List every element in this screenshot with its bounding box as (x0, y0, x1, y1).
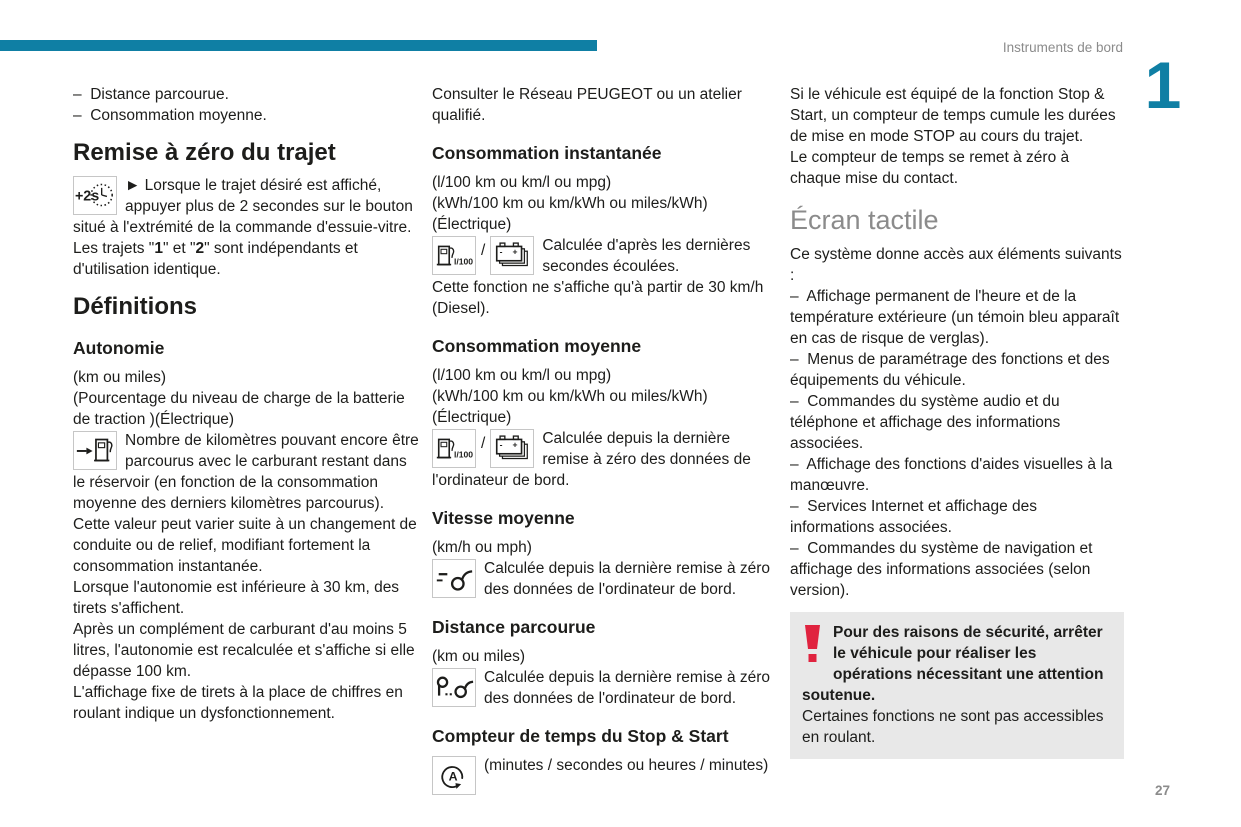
units-line: (Électrique) (432, 409, 512, 426)
svg-text:-: - (499, 246, 503, 257)
svg-text:l/100: l/100 (454, 256, 474, 267)
body-text (73, 238, 421, 280)
warning-box (790, 612, 1124, 759)
body-text: Lorsque l'autonomie est inférieure à 30 km, des tirets s'affichent. (73, 579, 400, 617)
body-text-span: (minutes / secondes ou heures / minutes) (484, 757, 769, 774)
units-line: (km ou miles) (432, 648, 526, 665)
body-text (432, 558, 778, 600)
subsection-title-instant-consumption: Consommation instantanée (432, 143, 662, 163)
body-text (432, 755, 778, 784)
bullet-item: – Affichage permanent de l'heure et de la température extérieure (un témoin bleu apparaît en cas de risque de verglas). (790, 288, 1120, 347)
distance-travelled-icon (432, 668, 476, 707)
bullet-item: – Menus de paramétrage des fonctions et des équipements du véhicule. (790, 351, 1110, 389)
text-segment: Les trajets " (73, 240, 155, 257)
battery-consumption-icon (490, 429, 534, 468)
fuel-consumption-icon (432, 236, 476, 275)
warning-exclamation-icon (804, 624, 821, 664)
body-text: Cette fonction ne s'affiche qu'à partir de 30 km/h (Diesel). (432, 279, 764, 317)
bullet-item: – Commandes du système de navigation et affichage des informations associées (selon version). (790, 540, 1093, 599)
body-text-span: Calculée depuis la dernière remise à zéro des données de l'ordinateur de bord. (484, 560, 771, 598)
slash-separator: / (481, 242, 486, 259)
units-line: (l/100 km ou km/l ou mpg) (432, 367, 612, 384)
chapter-number: 1 (1144, 48, 1182, 122)
subsection-title-average-speed: Vitesse moyenne (432, 508, 575, 528)
press-2-seconds-icon (73, 176, 117, 215)
trip-2-bold: 2 (195, 240, 205, 257)
svg-text:l/100: l/100 (454, 449, 474, 460)
body-text-span: Nombre de kilomètres pouvant encore être parcourus avec le carburant restant dans le réservoir (en fonction de la consommation moyenne des derniers kilomètres parcourus). (73, 432, 419, 512)
units-line: (kWh/100 km ou km/kWh ou miles/kWh) (432, 388, 708, 405)
section-title-definitions: Définitions (73, 293, 197, 320)
section-title-trip-reset: Remise à zéro du trajet (73, 139, 336, 166)
warning-bold-text: Pour des raisons de sécurité, arrêter le véhicule pour réaliser les opérations nécessitant une attention soutenue. (802, 624, 1104, 704)
trip-1-bold: 1 (154, 240, 163, 257)
body-text (432, 428, 778, 491)
svg-text:-: - (499, 439, 503, 450)
running-header: Instruments de bord (1002, 40, 1123, 55)
icon-pair (432, 429, 534, 468)
body-text (432, 667, 778, 709)
column-left (73, 84, 421, 724)
subsection-title-stop-start-timer: Compteur de temps du Stop & Start (432, 726, 729, 746)
body-text-span: Calculée d'après les dernières secondes écoulées. (542, 237, 751, 275)
units-line: (Électrique) (432, 216, 512, 233)
page-number: 27 (1155, 783, 1171, 798)
body-text: Ce système donne accès aux éléments suivants : (790, 246, 1122, 284)
text-segment: " sont indépendants et d'utilisation identique. (73, 240, 358, 278)
slash-separator: / (481, 435, 486, 452)
list-item: – Distance parcourue. (73, 86, 229, 103)
body-text: L'affichage fixe de tirets à la place de chiffres en roulant indique un dysfonctionnement. (73, 684, 403, 722)
svg-text:+: + (512, 439, 518, 450)
body-text (73, 430, 421, 514)
body-text: Si le véhicule est équipé de la fonction Stop & Start, un compteur de temps cumule les durées de mise en mode STOP au cours du trajet. (790, 86, 1116, 145)
body-text (432, 235, 778, 277)
body-text: Cette valeur peut varier suite à un changement de conduite ou de relief, modifiant fortement la consommation instantanée. (73, 516, 417, 575)
warning-text: Certaines fonctions ne sont pas accessibles en roulant. (802, 708, 1104, 746)
body-text: Consulter le Réseau PEUGEOT ou un atelier qualifié. (432, 86, 742, 124)
body-text: Après un complément de carburant d'au moins 5 litres, l'autonomie est recalculée et s'affiche si elle dépasse 100 km. (73, 621, 415, 680)
units-line: (km/h ou mph) (432, 539, 532, 556)
battery-consumption-icon (490, 236, 534, 275)
subsection-title-autonomie: Autonomie (73, 338, 165, 358)
body-text: Le compteur de temps se remet à zéro à chaque mise du contact. (790, 149, 1070, 187)
units-line: (km ou miles) (73, 369, 167, 386)
svg-text:+2s: +2s (74, 188, 100, 205)
stop-start-timer-icon (432, 756, 476, 795)
column-middle (432, 84, 778, 797)
units-line: (Pourcentage du niveau de charge de la batterie de traction )(Électrique) (73, 390, 405, 428)
svg-text:A: A (448, 769, 458, 784)
bullet-item: – Commandes du système audio et du téléphone et affichage des informations associées. (790, 393, 1061, 452)
section-title-touchscreen: Écran tactile (790, 205, 939, 235)
body-text (73, 175, 421, 238)
units-line: (l/100 km ou km/l ou mpg) (432, 174, 612, 191)
bullet-item: – Affichage des fonctions d'aides visuelles à la manœuvre. (790, 456, 1113, 494)
body-text-span: Calculée depuis la dernière remise à zéro des données de l'ordinateur de bord. (432, 430, 751, 489)
body-text-span: Calculée depuis la dernière remise à zéro des données de l'ordinateur de bord. (484, 669, 771, 707)
svg-text:+: + (512, 246, 518, 257)
icon-pair (432, 236, 534, 275)
average-speed-icon (432, 559, 476, 598)
list-item: – Consommation moyenne. (73, 107, 267, 124)
subsection-title-distance: Distance parcourue (432, 617, 596, 637)
range-fuel-pump-icon (73, 431, 117, 470)
bullet-item: – Services Internet et affichage des informations associées. (790, 498, 1038, 536)
body-text-span: ► Lorsque le trajet désiré est affiché, appuyer plus de 2 secondes sur le bouton situé à l'extrémité de la commande d'essuie-vitre. (73, 177, 413, 236)
chapter-accent-bar (0, 40, 597, 51)
units-line: (kWh/100 km ou km/kWh ou miles/kWh) (432, 195, 708, 212)
column-right (790, 84, 1124, 759)
subsection-title-average-consumption: Consommation moyenne (432, 336, 642, 356)
text-segment: " et " (162, 240, 196, 257)
fuel-consumption-icon (432, 429, 476, 468)
